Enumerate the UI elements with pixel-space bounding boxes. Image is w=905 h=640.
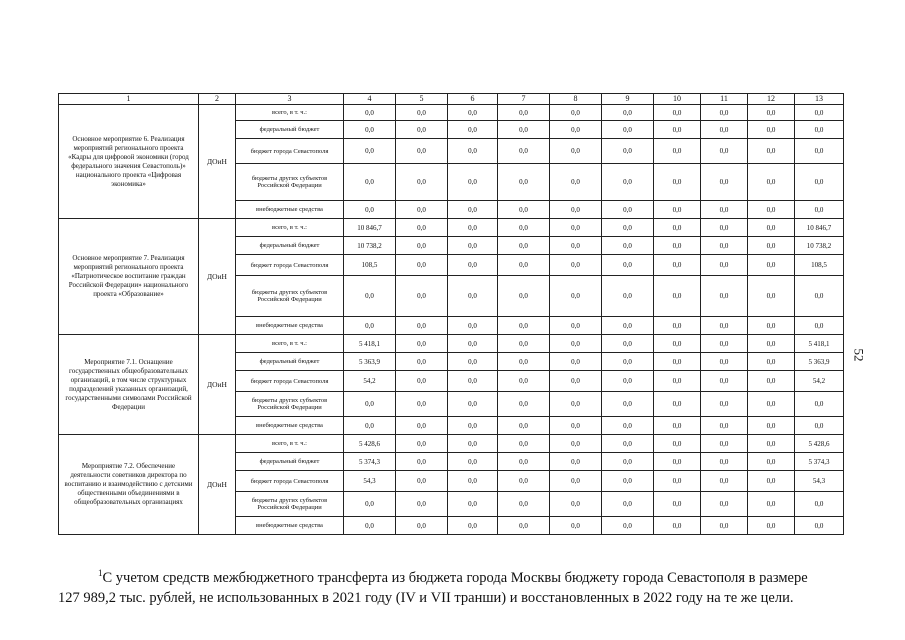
measure-description: Основное мероприятие 7. Реализация мероприятий регионального проекта «Патриотическое воспитание граждан Российской Федерации» национального проекта «Образование» — [59, 219, 199, 335]
funding-source: бюджеты других субъектов Российской Федерации — [236, 276, 344, 317]
value-cell: 0,0 — [748, 392, 795, 417]
value-cell: 5 374,3 — [795, 453, 844, 471]
funding-source: федеральный бюджет — [236, 353, 344, 371]
value-cell: 0,0 — [602, 453, 654, 471]
value-cell: 0,0 — [701, 517, 748, 535]
value-cell: 0,0 — [602, 335, 654, 353]
value-cell: 0,0 — [344, 105, 396, 121]
column-number: 5 — [396, 94, 448, 105]
table-row — [59, 105, 844, 121]
value-cell: 0,0 — [550, 353, 602, 371]
value-cell: 0,0 — [396, 139, 448, 164]
value-cell: 0,0 — [396, 121, 448, 139]
value-cell: 0,0 — [498, 164, 550, 201]
value-cell: 0,0 — [550, 219, 602, 237]
value-cell: 0,0 — [448, 201, 498, 219]
value-cell: 0,0 — [550, 139, 602, 164]
value-cell: 0,0 — [602, 139, 654, 164]
column-number: 4 — [344, 94, 396, 105]
value-cell: 0,0 — [396, 492, 448, 517]
value-cell: 0,0 — [448, 317, 498, 335]
table-row — [59, 335, 844, 353]
value-cell: 0,0 — [701, 276, 748, 317]
funding-source: бюджет города Севастополя — [236, 371, 344, 392]
value-cell: 0,0 — [498, 492, 550, 517]
value-cell: 0,0 — [602, 517, 654, 535]
column-number: 3 — [236, 94, 344, 105]
value-cell: 0,0 — [748, 353, 795, 371]
value-cell: 0,0 — [448, 492, 498, 517]
value-cell: 0,0 — [748, 435, 795, 453]
value-cell: 0,0 — [795, 417, 844, 435]
column-number: 13 — [795, 94, 844, 105]
value-cell: 0,0 — [748, 276, 795, 317]
value-cell: 0,0 — [344, 139, 396, 164]
funding-source: внебюджетные средства — [236, 517, 344, 535]
value-cell: 0,0 — [344, 276, 396, 317]
value-cell: 5 418,1 — [344, 335, 396, 353]
funding-source: внебюджетные средства — [236, 417, 344, 435]
value-cell: 0,0 — [396, 237, 448, 255]
funding-source: бюджет города Севастополя — [236, 471, 344, 492]
value-cell: 0,0 — [550, 164, 602, 201]
value-cell: 0,0 — [654, 219, 701, 237]
value-cell: 0,0 — [498, 237, 550, 255]
value-cell: 0,0 — [795, 492, 844, 517]
value-cell: 0,0 — [701, 435, 748, 453]
value-cell: 0,0 — [701, 417, 748, 435]
value-cell: 0,0 — [448, 371, 498, 392]
value-cell: 0,0 — [602, 435, 654, 453]
value-cell: 0,0 — [602, 121, 654, 139]
value-cell: 0,0 — [654, 435, 701, 453]
value-cell: 0,0 — [498, 105, 550, 121]
footnote — [58, 563, 848, 608]
value-cell: 0,0 — [602, 219, 654, 237]
value-cell: 0,0 — [498, 517, 550, 535]
value-cell: 0,0 — [654, 453, 701, 471]
value-cell: 0,0 — [550, 335, 602, 353]
value-cell: 0,0 — [396, 371, 448, 392]
budget-table-body — [59, 94, 844, 535]
value-cell: 0,0 — [701, 121, 748, 139]
value-cell: 0,0 — [550, 392, 602, 417]
value-cell: 10 846,7 — [795, 219, 844, 237]
value-cell: 0,0 — [748, 121, 795, 139]
value-cell: 0,0 — [795, 201, 844, 219]
value-cell: 0,0 — [701, 164, 748, 201]
value-cell: 0,0 — [550, 317, 602, 335]
value-cell: 5 418,1 — [795, 335, 844, 353]
footnote-line-2: 127 989,2 тыс. рублей, не использованных в 2021 году (IV и VII транши) и восстановленных в 2022 году на те же цели. — [58, 589, 794, 606]
value-cell: 0,0 — [701, 335, 748, 353]
value-cell: 0,0 — [654, 417, 701, 435]
value-cell: 0,0 — [748, 371, 795, 392]
value-cell: 5 428,6 — [344, 435, 396, 453]
value-cell: 0,0 — [602, 237, 654, 255]
value-cell: 0,0 — [748, 219, 795, 237]
value-cell: 0,0 — [498, 471, 550, 492]
value-cell: 0,0 — [654, 121, 701, 139]
value-cell: 0,0 — [701, 105, 748, 121]
value-cell: 0,0 — [654, 392, 701, 417]
value-cell: 0,0 — [344, 317, 396, 335]
budget-table — [58, 93, 844, 535]
funding-source: бюджеты других субъектов Российской Федерации — [236, 392, 344, 417]
value-cell: 0,0 — [701, 201, 748, 219]
value-cell: 0,0 — [654, 139, 701, 164]
value-cell: 0,0 — [344, 164, 396, 201]
value-cell: 0,0 — [448, 453, 498, 471]
value-cell: 0,0 — [602, 392, 654, 417]
measure-description: Основное мероприятие 6. Реализация мероприятий регионального проекта «Кадры для цифровой экономики (город федерального значения Севастополь)» национального проекта «Цифровая экономика» — [59, 105, 199, 219]
value-cell: 0,0 — [701, 237, 748, 255]
value-cell: 0,0 — [701, 219, 748, 237]
value-cell: 0,0 — [396, 201, 448, 219]
value-cell: 0,0 — [396, 435, 448, 453]
value-cell: 0,0 — [795, 164, 844, 201]
value-cell: 0,0 — [550, 417, 602, 435]
value-cell: 0,0 — [448, 219, 498, 237]
value-cell: 0,0 — [396, 392, 448, 417]
value-cell: 0,0 — [498, 417, 550, 435]
value-cell: 0,0 — [654, 471, 701, 492]
value-cell: 0,0 — [498, 371, 550, 392]
value-cell: 0,0 — [498, 392, 550, 417]
value-cell: 0,0 — [701, 371, 748, 392]
value-cell: 0,0 — [498, 317, 550, 335]
value-cell: 10 738,2 — [795, 237, 844, 255]
value-cell: 0,0 — [795, 105, 844, 121]
value-cell: 0,0 — [498, 353, 550, 371]
value-cell: 0,0 — [448, 255, 498, 276]
value-cell: 0,0 — [498, 276, 550, 317]
funding-source: всего, в т. ч.: — [236, 105, 344, 121]
value-cell: 0,0 — [550, 276, 602, 317]
value-cell: 0,0 — [701, 453, 748, 471]
funding-source: всего, в т. ч.: — [236, 219, 344, 237]
funding-source: бюджеты других субъектов Российской Федерации — [236, 492, 344, 517]
value-cell: 0,0 — [748, 237, 795, 255]
funding-source: бюджет города Севастополя — [236, 255, 344, 276]
value-cell: 0,0 — [654, 255, 701, 276]
value-cell: 0,0 — [654, 105, 701, 121]
value-cell: 0,0 — [602, 164, 654, 201]
value-cell: 0,0 — [748, 255, 795, 276]
value-cell: 0,0 — [448, 471, 498, 492]
value-cell: 0,0 — [748, 139, 795, 164]
value-cell: 0,0 — [654, 335, 701, 353]
value-cell: 0,0 — [701, 392, 748, 417]
value-cell: 0,0 — [795, 139, 844, 164]
value-cell: 0,0 — [748, 335, 795, 353]
value-cell: 0,0 — [396, 276, 448, 317]
column-number: 7 — [498, 94, 550, 105]
value-cell: 0,0 — [550, 371, 602, 392]
funding-source: бюджет города Севастополя — [236, 139, 344, 164]
value-cell: 0,0 — [654, 492, 701, 517]
table-row — [59, 435, 844, 453]
value-cell: 0,0 — [344, 201, 396, 219]
value-cell: 0,0 — [795, 276, 844, 317]
value-cell: 0,0 — [498, 255, 550, 276]
value-cell: 0,0 — [654, 517, 701, 535]
value-cell: 54,2 — [795, 371, 844, 392]
value-cell: 0,0 — [448, 139, 498, 164]
value-cell: 0,0 — [396, 317, 448, 335]
value-cell: 0,0 — [344, 392, 396, 417]
value-cell: 0,0 — [550, 237, 602, 255]
measure-description: Мероприятие 7.2. Обеспечение деятельности советников директора по воспитанию и взаимодействию с детскими общественными объединениями в общеобразовательных организациях — [59, 435, 199, 535]
column-number-row — [59, 94, 844, 105]
value-cell: 0,0 — [654, 371, 701, 392]
funding-source: всего, в т. ч.: — [236, 335, 344, 353]
value-cell: 0,0 — [498, 453, 550, 471]
value-cell: 0,0 — [748, 164, 795, 201]
value-cell: 0,0 — [654, 353, 701, 371]
value-cell: 0,0 — [550, 105, 602, 121]
value-cell: 0,0 — [654, 164, 701, 201]
value-cell: 0,0 — [748, 517, 795, 535]
value-cell: 0,0 — [396, 353, 448, 371]
value-cell: 0,0 — [498, 201, 550, 219]
value-cell: 0,0 — [448, 435, 498, 453]
value-cell: 0,0 — [448, 417, 498, 435]
value-cell: 0,0 — [795, 317, 844, 335]
value-cell: 0,0 — [602, 105, 654, 121]
value-cell: 0,0 — [654, 237, 701, 255]
value-cell: 0,0 — [602, 201, 654, 219]
budget-table-container — [58, 93, 843, 535]
value-cell: 0,0 — [396, 164, 448, 201]
value-cell: 0,0 — [602, 371, 654, 392]
value-cell: 0,0 — [602, 255, 654, 276]
value-cell: 0,0 — [344, 121, 396, 139]
value-cell: 0,0 — [396, 255, 448, 276]
funding-source: федеральный бюджет — [236, 237, 344, 255]
value-cell: 0,0 — [498, 435, 550, 453]
value-cell: 0,0 — [748, 201, 795, 219]
funding-source: внебюджетные средства — [236, 201, 344, 219]
value-cell: 0,0 — [550, 435, 602, 453]
value-cell: 5 363,9 — [795, 353, 844, 371]
value-cell: 0,0 — [550, 453, 602, 471]
value-cell: 0,0 — [448, 164, 498, 201]
value-cell: 0,0 — [701, 471, 748, 492]
column-number: 11 — [701, 94, 748, 105]
footnote-marker: 1 — [98, 568, 103, 578]
value-cell: 0,0 — [602, 471, 654, 492]
value-cell: 0,0 — [748, 453, 795, 471]
value-cell: 0,0 — [602, 353, 654, 371]
value-cell: 10 846,7 — [344, 219, 396, 237]
value-cell: 0,0 — [396, 471, 448, 492]
value-cell: 0,0 — [396, 335, 448, 353]
funding-source: бюджеты других субъектов Российской Федерации — [236, 164, 344, 201]
value-cell: 0,0 — [344, 492, 396, 517]
column-number: 1 — [59, 94, 199, 105]
column-number: 8 — [550, 94, 602, 105]
column-number: 10 — [654, 94, 701, 105]
page-number: 52 — [851, 348, 867, 362]
value-cell: 108,5 — [344, 255, 396, 276]
value-cell: 0,0 — [396, 105, 448, 121]
value-cell: 0,0 — [448, 517, 498, 535]
value-cell: 0,0 — [448, 276, 498, 317]
value-cell: 0,0 — [550, 201, 602, 219]
value-cell: 54,2 — [344, 371, 396, 392]
value-cell: 0,0 — [701, 255, 748, 276]
value-cell: 0,0 — [602, 317, 654, 335]
value-cell: 0,0 — [795, 517, 844, 535]
value-cell: 0,0 — [748, 317, 795, 335]
column-number: 6 — [448, 94, 498, 105]
value-cell: 0,0 — [602, 417, 654, 435]
value-cell: 0,0 — [701, 492, 748, 517]
value-cell: 0,0 — [550, 517, 602, 535]
value-cell: 0,0 — [550, 471, 602, 492]
responsible-executor: ДОиН — [199, 219, 236, 335]
value-cell: 5 374,3 — [344, 453, 396, 471]
value-cell: 0,0 — [448, 335, 498, 353]
value-cell: 0,0 — [748, 492, 795, 517]
responsible-executor: ДОиН — [199, 435, 236, 535]
value-cell: 0,0 — [396, 219, 448, 237]
value-cell: 0,0 — [448, 392, 498, 417]
measure-description: Мероприятие 7.1. Оснащение государственных общеобразовательных организаций, в том числе структурных подразделений указанных организаций, государственными символами Российской Федерации — [59, 335, 199, 435]
value-cell: 0,0 — [701, 317, 748, 335]
value-cell: 0,0 — [448, 105, 498, 121]
value-cell: 0,0 — [550, 492, 602, 517]
value-cell: 0,0 — [396, 453, 448, 471]
value-cell: 0,0 — [498, 219, 550, 237]
value-cell: 0,0 — [602, 492, 654, 517]
value-cell: 0,0 — [795, 121, 844, 139]
value-cell: 0,0 — [654, 201, 701, 219]
value-cell: 0,0 — [396, 417, 448, 435]
value-cell: 0,0 — [498, 335, 550, 353]
value-cell: 0,0 — [550, 121, 602, 139]
value-cell: 0,0 — [748, 417, 795, 435]
value-cell: 0,0 — [654, 317, 701, 335]
value-cell: 10 738,2 — [344, 237, 396, 255]
funding-source: всего, в т. ч.: — [236, 435, 344, 453]
column-number: 12 — [748, 94, 795, 105]
value-cell: 5 363,9 — [344, 353, 396, 371]
value-cell: 0,0 — [344, 517, 396, 535]
responsible-executor: ДОиН — [199, 335, 236, 435]
column-number: 2 — [199, 94, 236, 105]
value-cell: 0,0 — [748, 471, 795, 492]
value-cell: 0,0 — [654, 276, 701, 317]
value-cell: 0,0 — [602, 276, 654, 317]
value-cell: 0,0 — [498, 121, 550, 139]
funding-source: внебюджетные средства — [236, 317, 344, 335]
value-cell: 0,0 — [748, 105, 795, 121]
value-cell: 0,0 — [448, 121, 498, 139]
value-cell: 0,0 — [448, 237, 498, 255]
value-cell: 0,0 — [396, 517, 448, 535]
value-cell: 0,0 — [701, 139, 748, 164]
value-cell: 54,3 — [344, 471, 396, 492]
value-cell: 108,5 — [795, 255, 844, 276]
funding-source: федеральный бюджет — [236, 121, 344, 139]
value-cell: 0,0 — [498, 139, 550, 164]
value-cell: 0,0 — [448, 353, 498, 371]
value-cell: 5 428,6 — [795, 435, 844, 453]
value-cell: 54,3 — [795, 471, 844, 492]
value-cell: 0,0 — [701, 353, 748, 371]
funding-source: федеральный бюджет — [236, 453, 344, 471]
responsible-executor: ДОиН — [199, 105, 236, 219]
value-cell: 0,0 — [344, 417, 396, 435]
table-row — [59, 219, 844, 237]
value-cell: 0,0 — [550, 255, 602, 276]
footnote-line-1: С учетом средств межбюджетного трансферта из бюджета города Москвы бюджету города Севастополя в размере — [102, 569, 808, 586]
column-number: 9 — [602, 94, 654, 105]
value-cell: 0,0 — [795, 392, 844, 417]
